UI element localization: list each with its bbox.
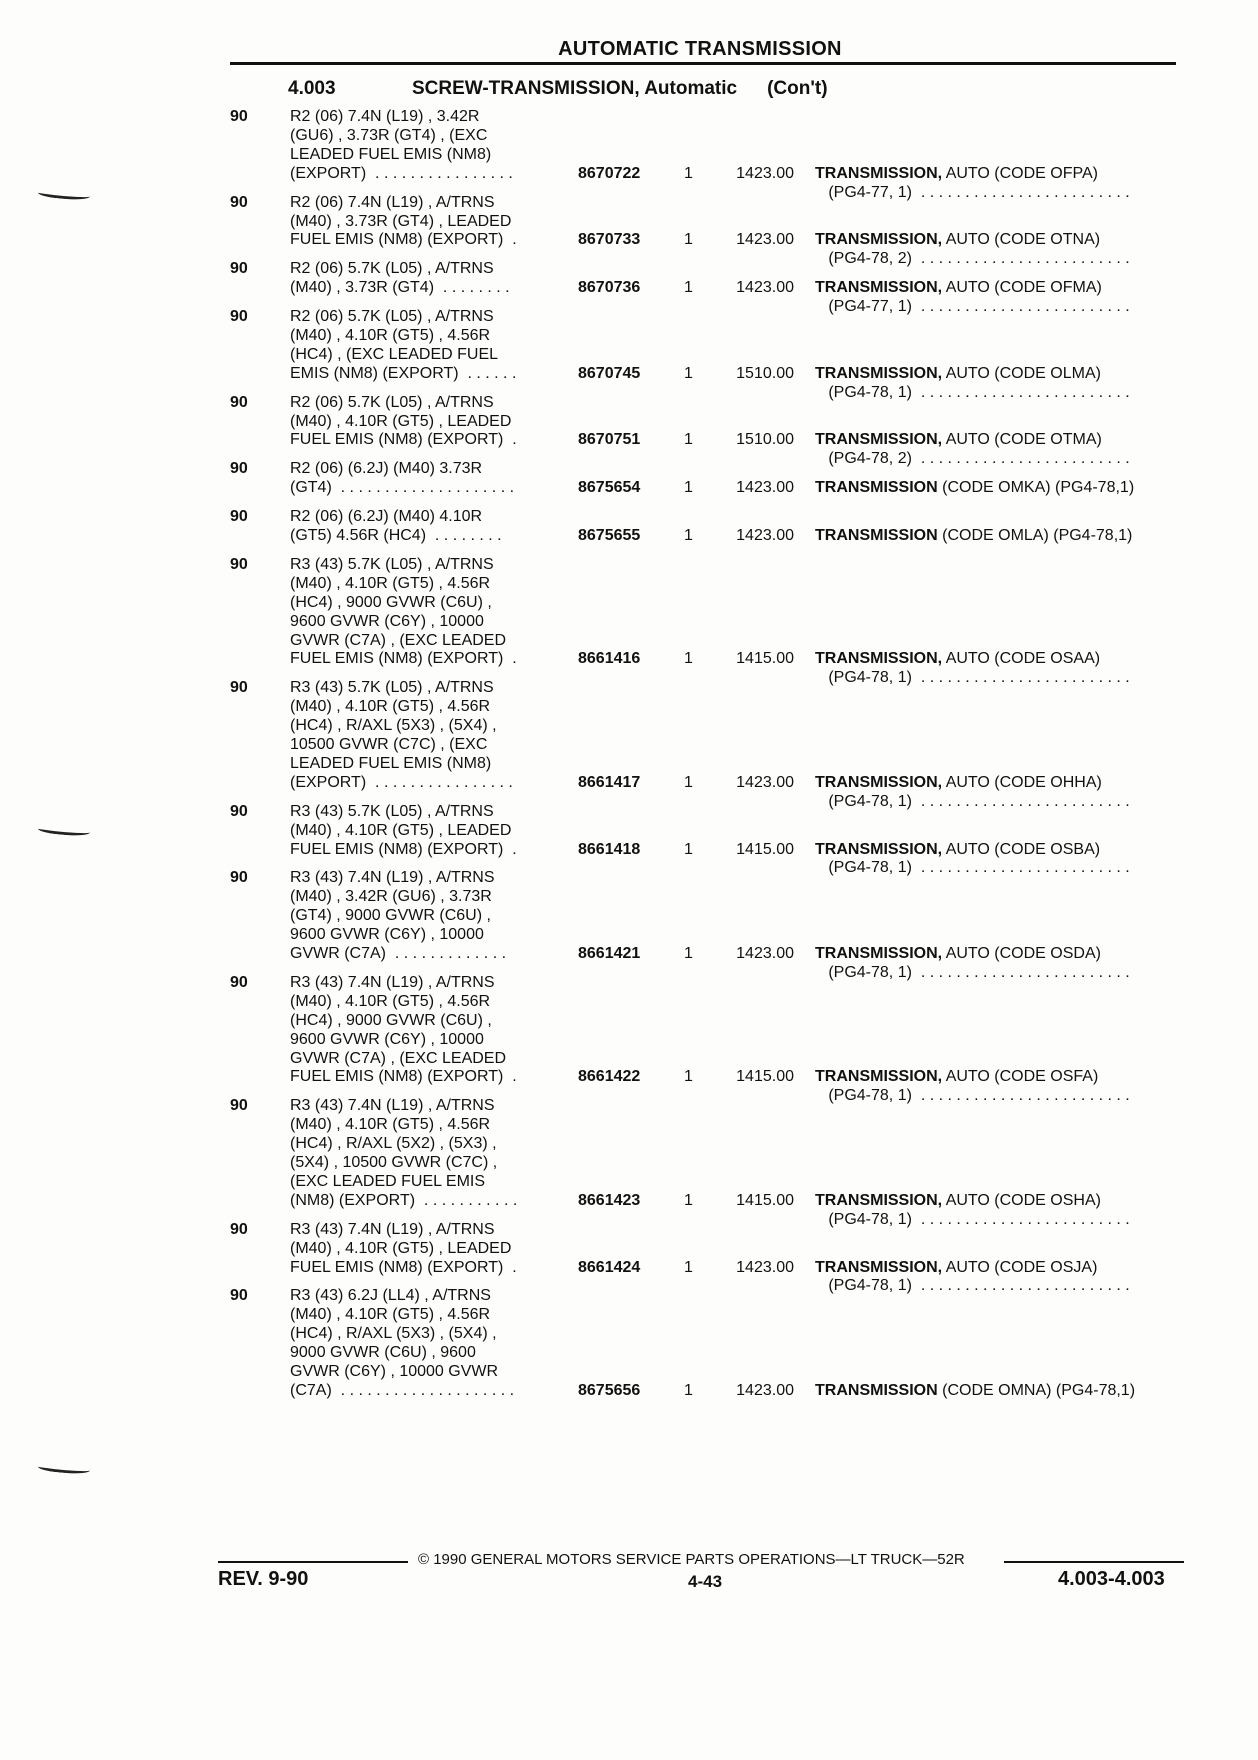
- part-number: 8661423: [578, 1191, 641, 1209]
- part-row: [0, 508, 1258, 556]
- part-name: TRANSMISSION,: [815, 364, 943, 382]
- part-note-text: AUTO (CODE OSHA) (PG4-78, 1) . . . . . . . . . . . . . . . . . . . . . . . .: [828, 1191, 1130, 1228]
- price: 1423.00: [736, 164, 794, 182]
- price: 1423.00: [736, 1258, 794, 1276]
- quantity: 1: [684, 1381, 693, 1399]
- part-note-text: AUTO (CODE OTNA) (PG4-78, 2) . . . . . . . . . . . . . . . . . . . . . . . .: [828, 231, 1130, 268]
- usage-code: 90: [230, 869, 248, 887]
- price: 1423.00: [736, 479, 794, 497]
- part-note-text: (CODE OMKA) (PG4-78,1): [937, 479, 1135, 497]
- part-description: R3 (43) 5.7K (L05) , A/TRNS (M40) , 4.10R (GT5) , 4.56R (HC4) , R/AXL (5X3) , (5X4) , 10500 GVWR (C7C) , (EXC LEADED FUEL EMIS (NM8) (EXPORT) . . . . . . . . . . . . . . . .: [290, 679, 513, 791]
- usage-code: 90: [230, 1220, 248, 1238]
- binding-hole-mark: [38, 1461, 91, 1475]
- usage-code: 90: [230, 555, 248, 573]
- part-number: 8661417: [578, 773, 641, 791]
- price: 1423.00: [736, 773, 794, 791]
- part-row: [0, 802, 1258, 877]
- part-name: TRANSMISSION: [815, 1381, 938, 1399]
- usage-code: 90: [230, 973, 248, 991]
- part-description: R2 (06) 5.7K (L05) , A/TRNS (M40) , 4.10R (GT5) , 4.56R (HC4) , (EXC LEADED FUEL EMIS (NM8) (EXPORT) . . . . . .: [290, 308, 517, 382]
- part-number: 8670722: [578, 164, 641, 182]
- usage-code: 90: [230, 508, 248, 526]
- section-number: 4.003: [288, 78, 336, 99]
- quantity: 1: [684, 1258, 693, 1276]
- page-header: AUTOMATIC TRANSMISSION: [558, 38, 842, 60]
- part-note-text: AUTO (CODE OFMA) (PG4-77, 1) . . . . . . . . . . . . . . . . . . . . . . . .: [828, 279, 1130, 316]
- usage-code: 90: [230, 1097, 248, 1115]
- part-row: [0, 973, 1258, 1105]
- quantity: 1: [684, 1191, 693, 1209]
- section-cont: (Con't): [767, 78, 828, 99]
- part-number: 8675656: [578, 1381, 641, 1399]
- footer-section-ref: 4.003-4.003: [1058, 1568, 1165, 1590]
- part-note: [815, 527, 1132, 546]
- part-name: TRANSMISSION,: [815, 650, 943, 668]
- part-description: R2 (06) 7.4N (L19) , A/TRNS (M40) , 3.73R (GT4) , LEADED FUEL EMIS (NM8) (EXPORT) .: [290, 193, 517, 249]
- part-note-text: (CODE OMNA) (PG4-78,1): [937, 1381, 1136, 1399]
- usage-code: 90: [230, 1287, 248, 1305]
- part-note-text: AUTO (CODE OSJA) (PG4-78, 1) . . . . . . . . . . . . . . . . . . . . . . . .: [828, 1258, 1130, 1295]
- part-description: R2 (06) 5.7K (L05) , A/TRNS (M40) , 4.10R (GT5) , LEADED FUEL EMIS (NM8) (EXPORT) .: [290, 393, 517, 449]
- part-name: TRANSMISSION,: [815, 1068, 943, 1086]
- part-name: TRANSMISSION,: [815, 1191, 943, 1209]
- price: 1510.00: [736, 431, 794, 449]
- usage-code: 90: [230, 108, 248, 125]
- price: 1415.00: [736, 1191, 794, 1209]
- part-note-text: AUTO (CODE OHHA) (PG4-78, 1) . . . . . . . . . . . . . . . . . . . . . . . .: [828, 773, 1130, 810]
- part-number: 8661422: [578, 1068, 641, 1086]
- part-name: TRANSMISSION,: [815, 279, 943, 297]
- usage-code: 90: [230, 308, 248, 326]
- price: 1423.00: [736, 945, 794, 963]
- price: 1423.00: [736, 1381, 794, 1399]
- part-description: R3 (43) 6.2J (LL4) , A/TRNS (M40) , 4.10R (GT5) , 4.56R (HC4) , R/AXL (5X3) , (5X4) , 9000 GVWR (C6U) , 9600 GVWR (C6Y) , 10000 GVWR (C7A) . . . . . . . . . . . . . . . . . . . .: [290, 1287, 515, 1399]
- part-description: R3 (43) 5.7K (L05) , A/TRNS (M40) , 4.10R (GT5) , LEADED FUEL EMIS (NM8) (EXPORT) .: [290, 802, 517, 858]
- section-name: SCREW-TRANSMISSION, Automatic: [412, 78, 738, 99]
- part-name: TRANSMISSION,: [815, 164, 943, 182]
- part-description: R2 (06) (6.2J) (M40) 3.73R (GT4) . . . . . . . . . . . . . . . . . . . .: [290, 460, 515, 497]
- part-description: R3 (43) 7.4N (L19) , A/TRNS (M40) , 3.42R (GU6) , 3.73R (GT4) , 9000 GVWR (C6U) , 9600 GVWR (C6Y) , 10000 GVWR (C7A) . . . . . . . . . . . . .: [290, 869, 507, 963]
- part-name: TRANSMISSION,: [815, 773, 943, 791]
- part-name: TRANSMISSION,: [815, 945, 943, 963]
- part-note-text: AUTO (CODE OSDA) (PG4-78, 1) . . . . . . . . . . . . . . . . . . . . . . . .: [828, 945, 1130, 981]
- part-description: R2 (06) 7.4N (L19) , 3.42R (GU6) , 3.73R (GT4) , (EXC LEADED FUEL EMIS (NM8) (EXPORT) . . . . . . . . . . . . . . . .: [290, 108, 513, 182]
- part-number: 8675655: [578, 527, 641, 545]
- part-name: TRANSMISSION,: [815, 840, 943, 858]
- quantity: 1: [684, 1068, 693, 1086]
- usage-code: 90: [230, 460, 248, 478]
- part-row: [0, 1220, 1258, 1295]
- quantity: 1: [684, 164, 693, 182]
- part-row: [0, 308, 1258, 401]
- quantity: 1: [684, 840, 693, 858]
- part-row: [0, 679, 1258, 810]
- part-row: [0, 393, 1258, 468]
- part-number: 8670733: [578, 231, 641, 249]
- part-note-text: AUTO (CODE OSFA) (PG4-78, 1) . . . . . . . . . . . . . . . . . . . . . . . .: [828, 1068, 1130, 1105]
- part-row: [0, 1097, 1258, 1228]
- footer-page-number: 4-43: [688, 1572, 723, 1591]
- price: 1415.00: [736, 1068, 794, 1086]
- part-description: R2 (06) (6.2J) (M40) 4.10R (GT5) 4.56R (HC4) . . . . . . . .: [290, 508, 502, 545]
- price: 1415.00: [736, 650, 794, 668]
- quantity: 1: [684, 279, 693, 297]
- part-number: 8670745: [578, 364, 641, 382]
- usage-code: 90: [230, 260, 248, 278]
- part-note-text: (CODE OMLA) (PG4-78,1): [937, 527, 1133, 545]
- quantity: 1: [684, 479, 693, 497]
- part-note-text: AUTO (CODE OFPA) (PG4-77, 1) . . . . . . . . . . . . . . . . . . . . . . . .: [828, 164, 1130, 201]
- quantity: 1: [684, 231, 693, 249]
- part-number: 8661418: [578, 840, 641, 858]
- usage-code: 90: [230, 393, 248, 411]
- part-number: 8670736: [578, 279, 641, 297]
- part-number: 8661424: [578, 1258, 641, 1276]
- part-number: 8675654: [578, 479, 641, 497]
- part-name: TRANSMISSION,: [815, 431, 943, 449]
- price: 1510.00: [736, 364, 794, 382]
- part-name: TRANSMISSION: [815, 527, 938, 545]
- quantity: 1: [684, 650, 693, 668]
- quantity: 1: [684, 527, 693, 545]
- part-row: [0, 1287, 1258, 1410]
- footer-revision: REV. 9-90: [218, 1568, 309, 1590]
- part-note-text: AUTO (CODE OTMA) (PG4-78, 2) . . . . . . . . . . . . . . . . . . . . . . . .: [828, 431, 1130, 468]
- part-row: [0, 555, 1258, 687]
- part-number: 8670751: [578, 431, 641, 449]
- price: 1415.00: [736, 840, 794, 858]
- quantity: 1: [684, 945, 693, 963]
- part-row: [0, 460, 1258, 508]
- part-description: R3 (43) 7.4N (L19) , A/TRNS (M40) , 4.10R (GT5) , 4.56R (HC4) , R/AXL (5X2) , (5X3) , (5X4) , 10500 GVWR (C7C) , (EXC LEADED FUEL EMIS (NM8) (EXPORT) . . . . . . . . . . .: [290, 1097, 518, 1209]
- usage-code: 90: [230, 193, 248, 211]
- part-row: [0, 260, 1258, 316]
- part-note-text: AUTO (CODE OLMA) (PG4-78, 1) . . . . . . . . . . . . . . . . . . . . . . . .: [828, 364, 1130, 401]
- part-row: [0, 108, 1258, 201]
- part-note: [815, 1382, 1135, 1401]
- price: 1423.00: [736, 231, 794, 249]
- footer-rule-left: [218, 1561, 408, 1563]
- part-name: TRANSMISSION,: [815, 1258, 943, 1276]
- part-description: R3 (43) 5.7K (L05) , A/TRNS (M40) , 4.10R (GT5) , 4.56R (HC4) , 9000 GVWR (C6U) , 9600 GVWR (C6Y) , 10000 GVWR (C7A) , (EXC LEADED FUEL EMIS (NM8) (EXPORT) .: [290, 555, 517, 668]
- header-rule: [230, 62, 1176, 65]
- footer-copyright: © 1990 GENERAL MOTORS SERVICE PARTS OPERATIONS—LT TRUCK—52R: [418, 1551, 965, 1568]
- usage-code: 90: [230, 802, 248, 820]
- part-description: R2 (06) 5.7K (L05) , A/TRNS (M40) , 3.73R (GT4) . . . . . . . .: [290, 260, 510, 297]
- quantity: 1: [684, 364, 693, 382]
- price: 1423.00: [736, 279, 794, 297]
- quantity: 1: [684, 431, 693, 449]
- part-note-text: AUTO (CODE OSBA) (PG4-78, 1) . . . . . . . . . . . . . . . . . . . . . . . .: [828, 840, 1130, 877]
- part-name: TRANSMISSION,: [815, 231, 943, 249]
- part-description: R3 (43) 7.4N (L19) , A/TRNS (M40) , 4.10R (GT5) , 4.56R (HC4) , 9000 GVWR (C6U) , 9600 GVWR (C6Y) , 10000 GVWR (C7A) , (EXC LEADED FUEL EMIS (NM8) (EXPORT) .: [290, 973, 517, 1086]
- part-name: TRANSMISSION: [815, 479, 938, 497]
- part-description: R3 (43) 7.4N (L19) , A/TRNS (M40) , 4.10R (GT5) , LEADED FUEL EMIS (NM8) (EXPORT) .: [290, 1220, 517, 1276]
- section-title: [288, 78, 828, 100]
- part-note: [815, 479, 1134, 498]
- part-row: [0, 869, 1258, 981]
- usage-code: 90: [230, 679, 248, 697]
- price: 1423.00: [736, 527, 794, 545]
- part-row: [0, 193, 1258, 268]
- quantity: 1: [684, 773, 693, 791]
- parts-list: [0, 108, 1258, 1411]
- part-number: 8661416: [578, 650, 641, 668]
- part-number: 8661421: [578, 945, 641, 963]
- footer-rule-right: [1004, 1561, 1184, 1563]
- part-note-text: AUTO (CODE OSAA) (PG4-78, 1) . . . . . . . . . . . . . . . . . . . . . . . .: [828, 650, 1130, 687]
